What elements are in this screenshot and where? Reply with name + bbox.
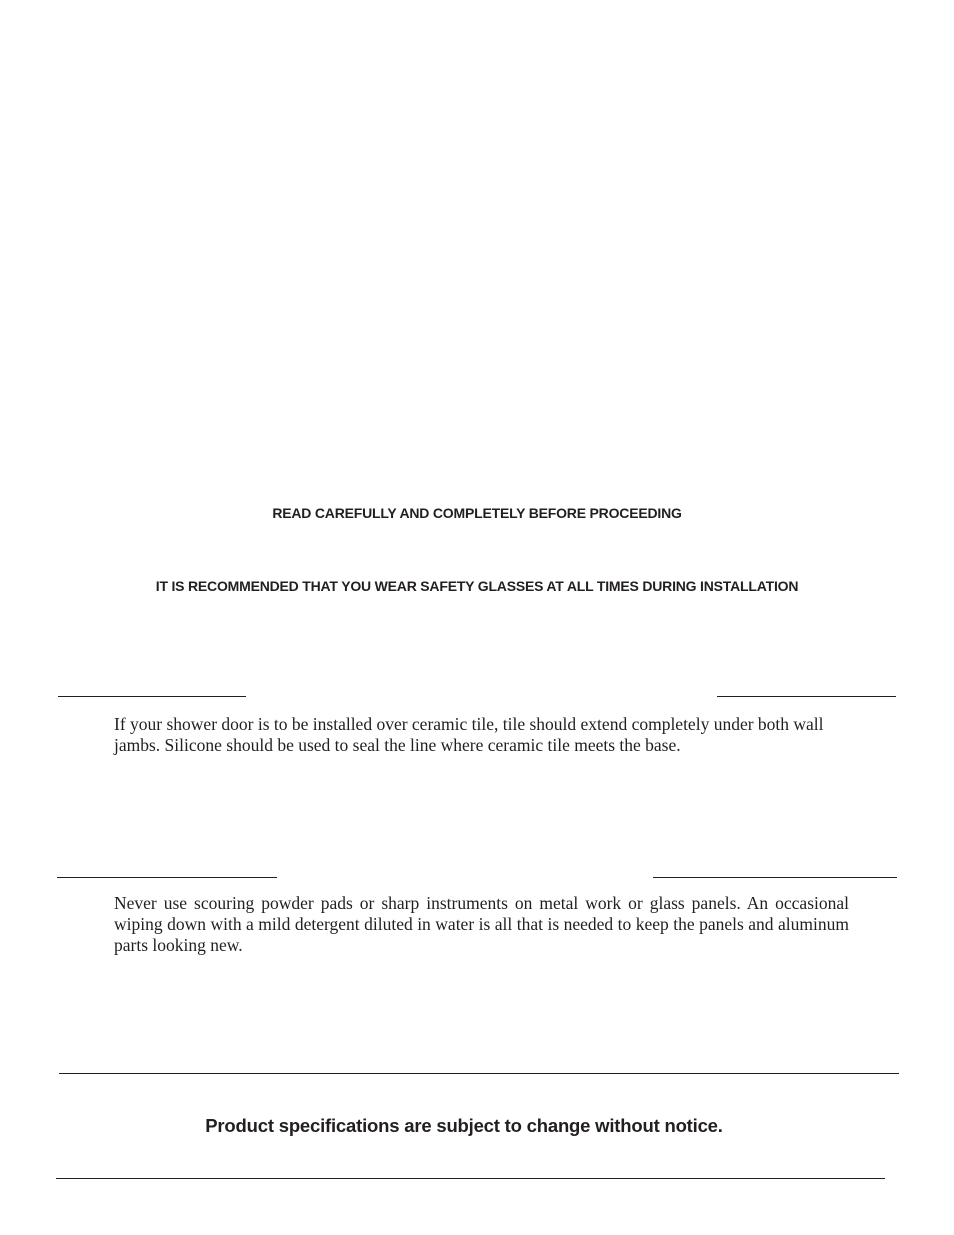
section-2-left-rule [57,877,277,878]
section-1-left-rule [58,696,246,697]
footer-top-rule [59,1073,899,1074]
specifications-notice: Product specifications are subject to change without notice. [205,1115,723,1136]
tile-note-paragraph: If your shower door is to be installed over ceramic tile, tile should extend completely under both wall jambs. Silicone should be used to seal the line where ceramic tile meets the base. [114,714,824,755]
footer-bottom-rule [56,1178,885,1179]
safety-glasses-heading: IT IS RECOMMENDED THAT YOU WEAR SAFETY GLASSES AT ALL TIMES DURING INSTALLATION [155,578,799,594]
read-carefully-heading: READ CAREFULLY AND COMPLETELY BEFORE PROCEEDING [272,505,682,521]
section-1-right-rule [717,696,896,697]
care-note-paragraph: Never use scouring powder pads or sharp instruments on metal work or glass panels. An occasional wiping down with a mild detergent diluted in water is all that is needed to keep the panels and aluminum parts looking new. [114,893,849,955]
section-2-right-rule [653,877,897,878]
